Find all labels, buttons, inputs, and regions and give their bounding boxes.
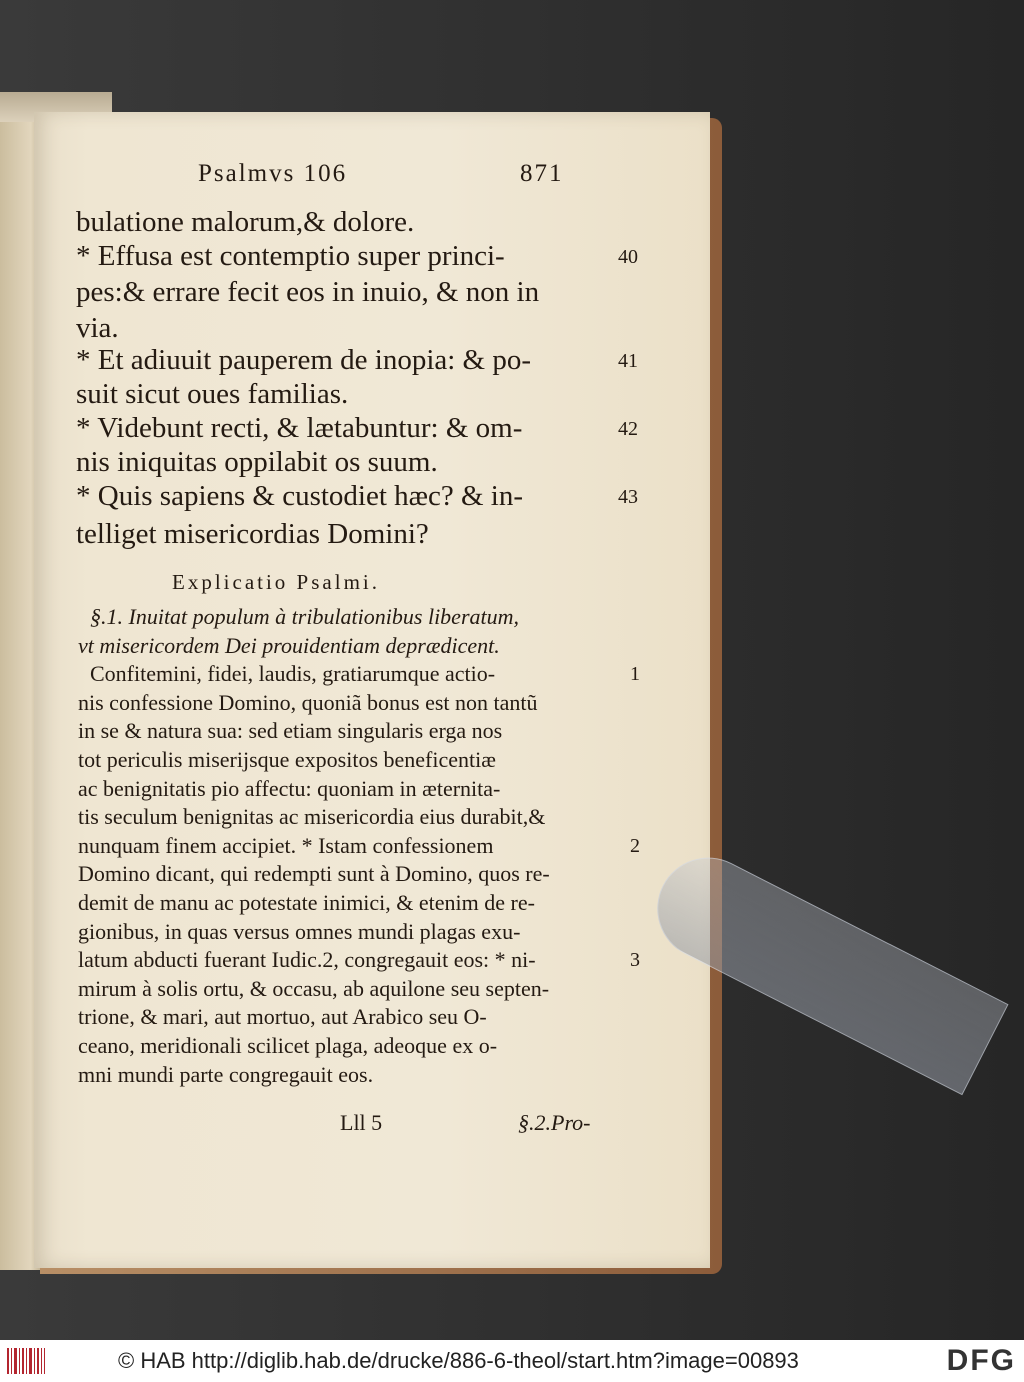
explication-line: tot periculis miserijsque expositos beneficentiæ	[78, 747, 496, 772]
verse-line: * Et adiuuit pauperem de inopia: & po-	[76, 344, 532, 376]
section-title: Explicatio Psalmi.	[172, 570, 380, 594]
explication-line: nunquam finem accipiet. * Istam confessionem	[78, 832, 494, 858]
page-number: 871	[520, 160, 564, 187]
explication-line: tis seculum benignitas ac misericordia eius durabit,&	[78, 804, 546, 830]
verse-number: 43	[618, 486, 638, 508]
margin-number: 1	[630, 663, 640, 686]
verse-line: suit sicut oues familias.	[76, 378, 349, 410]
verse-line: * Videbunt recti, & lætabuntur: & om-	[76, 412, 523, 444]
catchword: §.2.Pro-	[518, 1110, 591, 1135]
verse-line: telliget misericordias Domini?	[76, 518, 429, 550]
copyright-link[interactable]: © HAB http://diglib.hab.de/drucke/886-6-theol/start.htm?image=00893	[118, 1348, 799, 1373]
dfg-logo: DFG	[946, 1344, 1016, 1377]
explication-line: Domino dicant, qui redempti sunt à Domino, quos re-	[78, 861, 550, 887]
verse-number: 40	[618, 246, 638, 268]
explication-line: ac benignitatis pio affectu: quoniam in æternita-	[78, 775, 501, 801]
explication-line: §.1. Inuitat populum à tribulationibus liberatum,	[90, 604, 520, 629]
verse-line: pes:& errare fecit eos in inuio, & non in	[76, 276, 540, 308]
explication-line: mirum à solis ortu, & occasu, ab aquilone seu septen-	[78, 975, 550, 1001]
explication-line: nis confessione Domino, quoniã bonus est non tantũ	[78, 689, 538, 715]
margin-number: 2	[630, 834, 640, 857]
verse-number: 42	[618, 418, 638, 440]
explication-line: mni mundi parte congregauit eos.	[78, 1061, 374, 1087]
explication-line: vt misericordem Dei prouidentiam deprædicent.	[78, 632, 500, 658]
verse-line: * Quis sapiens & custodiet hæc? & in-	[76, 480, 524, 512]
explication-line: gionibus, in quas versus omnes mundi plagas exu-	[78, 918, 521, 944]
verse-line: bulatione malorum,& dolore.	[76, 206, 415, 238]
explication-line: ceano, meridionali scilicet plaga, adeoque ex o-	[78, 1033, 498, 1058]
explication-line: in se & natura sua: sed etiam singularis erga nos	[78, 718, 503, 744]
explication-line: demit de manu ac potestate inimici, & etenim de re-	[78, 890, 535, 915]
verse-line: via.	[76, 312, 119, 344]
signature-mark: Lll 5	[340, 1110, 383, 1135]
explication-line: trione, & mari, aut mortuo, aut Arabico seu O-	[78, 1004, 487, 1030]
footer-bar	[0, 1340, 1024, 1382]
running-head: Psalmvs 106	[198, 160, 348, 187]
verse-line: * Effusa est contemptio super princi-	[76, 240, 505, 272]
explication-line: latum abducti fuerant Iudic.2, congregauit eos: * ni-	[78, 947, 536, 973]
margin-number: 3	[630, 949, 640, 972]
verse-number: 41	[618, 350, 638, 372]
barcode-icon	[6, 1346, 46, 1376]
explication-line: Confitemini, fidei, laudis, gratiarumque actio-	[90, 661, 496, 687]
verse-line: nis iniquitas oppilabit os suum.	[76, 446, 438, 478]
